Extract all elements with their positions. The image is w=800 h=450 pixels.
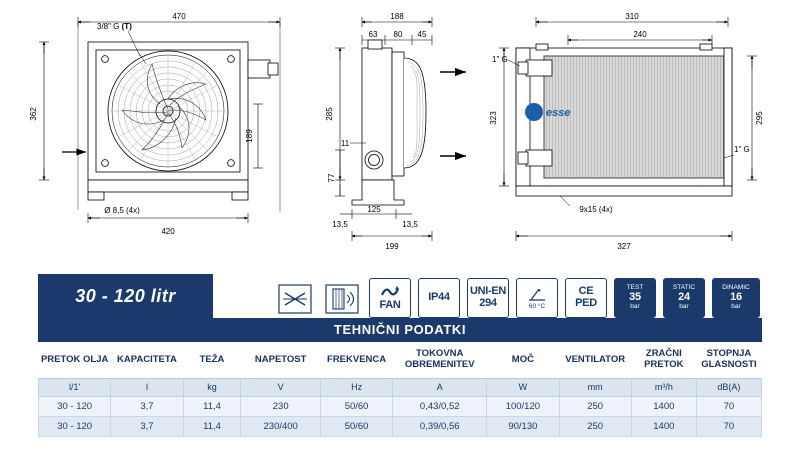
- header-stopnja-glasnosti: STOPNJA GLASNOSTI: [696, 342, 761, 379]
- header-ventilator: VENTILATOR: [559, 342, 631, 379]
- test-value: 35: [629, 291, 641, 304]
- dinamic-value: 16: [730, 291, 742, 304]
- svg-text:420: 420: [161, 227, 175, 236]
- test-unit: bar: [630, 302, 640, 310]
- cell-teza: 11,4: [183, 397, 241, 417]
- ce-label: CE: [578, 285, 594, 298]
- svg-text:199: 199: [385, 242, 399, 251]
- static-unit: bar: [679, 302, 689, 310]
- heat-exchanger-icon: [275, 280, 315, 318]
- icon-badges: [213, 278, 762, 318]
- cell-stopnja-glasnosti: 70: [696, 417, 761, 437]
- svg-text:240: 240: [633, 30, 647, 39]
- svg-text:362: 362: [29, 107, 38, 121]
- header-tokovna-obremenitev: TOKOVNA OBREMENITEV: [393, 342, 487, 379]
- svg-text:esse: esse: [546, 107, 571, 119]
- unit-frekvenca: Hz: [320, 379, 392, 397]
- badge-row: [38, 272, 762, 318]
- svg-text:1" G: 1" G: [734, 145, 750, 154]
- ce-ped-icon: [565, 278, 607, 318]
- header-pretok-olja: PRETOK OLJA: [39, 342, 111, 379]
- cell-kapaciteta: 3,7: [111, 417, 183, 437]
- unit-kapaciteta: l: [111, 379, 183, 397]
- svg-text:80: 80: [393, 30, 403, 39]
- ip44-icon: [418, 278, 460, 318]
- cell-ventilator: 250: [559, 417, 631, 437]
- unit-teza: kg: [183, 379, 241, 397]
- unit-zracni-pretok: m³/h: [631, 379, 696, 397]
- header-napetost: NAPETOST: [241, 342, 321, 379]
- svg-text:295: 295: [755, 111, 764, 125]
- svg-text:189: 189: [245, 129, 254, 143]
- cell-moc: 100/120: [487, 397, 559, 417]
- temperature-60-icon: [516, 278, 558, 318]
- cell-napetost: 230: [241, 397, 321, 417]
- uni-en-label: UNI-EN: [469, 285, 507, 298]
- svg-text:13,5: 13,5: [402, 220, 418, 229]
- table-header-row: [39, 342, 762, 379]
- svg-text:323: 323: [489, 111, 498, 125]
- svg-text:327: 327: [617, 242, 631, 251]
- static-value: 24: [678, 291, 690, 304]
- dinamic-16-bar-icon: [712, 278, 760, 318]
- svg-text:45: 45: [417, 30, 427, 39]
- svg-text:285: 285: [325, 107, 334, 121]
- fan-label: FAN: [379, 299, 401, 312]
- cell-frekvenca: 50/60: [320, 417, 392, 437]
- svg-text:125: 125: [367, 205, 381, 214]
- table-row: [39, 397, 762, 417]
- cell-ventilator: 250: [559, 397, 631, 417]
- dinamic-unit: bar: [731, 302, 741, 310]
- unit-stopnja-glasnosti: dB(A): [696, 379, 761, 397]
- svg-text:1" G: 1" G: [492, 55, 508, 64]
- static-24-bar-icon: [663, 278, 705, 318]
- unit-napetost: V: [241, 379, 321, 397]
- static-top-label: STATIC: [672, 284, 696, 292]
- cell-zracni-pretok: 1400: [631, 397, 696, 417]
- cell-stopnja-glasnosti: 70: [696, 397, 761, 417]
- table-title: TEHNIČNI PODATKI: [38, 318, 762, 342]
- ip44-label: IP44: [428, 291, 450, 304]
- unit-pretok-olja: l/1': [39, 379, 111, 397]
- header-zracni-pretok: ZRAČNI PRETOK: [631, 342, 696, 379]
- model-label: 30 - 120 litr: [38, 274, 213, 318]
- cell-moc: 90/130: [487, 417, 559, 437]
- cell-frekvenca: 50/60: [320, 397, 392, 417]
- test-35-bar-icon: [614, 278, 656, 318]
- dinamic-top-label: DINAMIC: [722, 284, 750, 292]
- cell-zracni-pretok: 1400: [631, 417, 696, 437]
- unit-tokovna-obremenitev: A: [393, 379, 487, 397]
- cell-napetost: 230/400: [241, 417, 321, 437]
- svg-text:3/8" G (T): 3/8" G (T): [97, 22, 132, 31]
- cell-tokovna-obremenitev: 0,43/0,52: [393, 397, 487, 417]
- temperature-label: 60 °C: [528, 302, 546, 310]
- svg-text:11: 11: [340, 139, 350, 148]
- filter-icon: [322, 280, 362, 318]
- ped-label: PED: [575, 297, 597, 309]
- technical-data-table: [38, 342, 762, 437]
- table-row: [39, 417, 762, 437]
- svg-text:470: 470: [172, 12, 186, 21]
- spec-panel: [38, 272, 762, 442]
- cell-pretok-olja: 30 - 120: [39, 417, 111, 437]
- header-kapaciteta: KAPACITETA: [111, 342, 183, 379]
- unit-moc: W: [487, 379, 559, 397]
- svg-text:63: 63: [368, 30, 378, 39]
- uni-en-294-icon: [467, 278, 509, 318]
- header-frekvenca: FREKVENCA: [320, 342, 392, 379]
- header-teza: TEŽA: [183, 342, 241, 379]
- cell-pretok-olja: 30 - 120: [39, 397, 111, 417]
- header-moc: MOČ: [487, 342, 559, 379]
- svg-text:13,5: 13,5: [332, 220, 348, 229]
- fan-icon: [369, 278, 411, 318]
- svg-text:77: 77: [327, 173, 336, 183]
- svg-text:188: 188: [390, 12, 404, 21]
- svg-text:310: 310: [625, 12, 639, 21]
- svg-text:Ø 8,5 (4x): Ø 8,5 (4x): [104, 206, 140, 215]
- table-units-row: [39, 379, 762, 397]
- unit-ventilator: mm: [559, 379, 631, 397]
- test-top-label: TEST: [626, 284, 644, 292]
- cell-kapaciteta: 3,7: [111, 397, 183, 417]
- cell-tokovna-obremenitev: 0,39/0,56: [393, 417, 487, 437]
- uni-en-number: 294: [479, 297, 497, 309]
- cell-teza: 11,4: [183, 417, 241, 437]
- svg-text:9x15 (4x): 9x15 (4x): [579, 205, 613, 214]
